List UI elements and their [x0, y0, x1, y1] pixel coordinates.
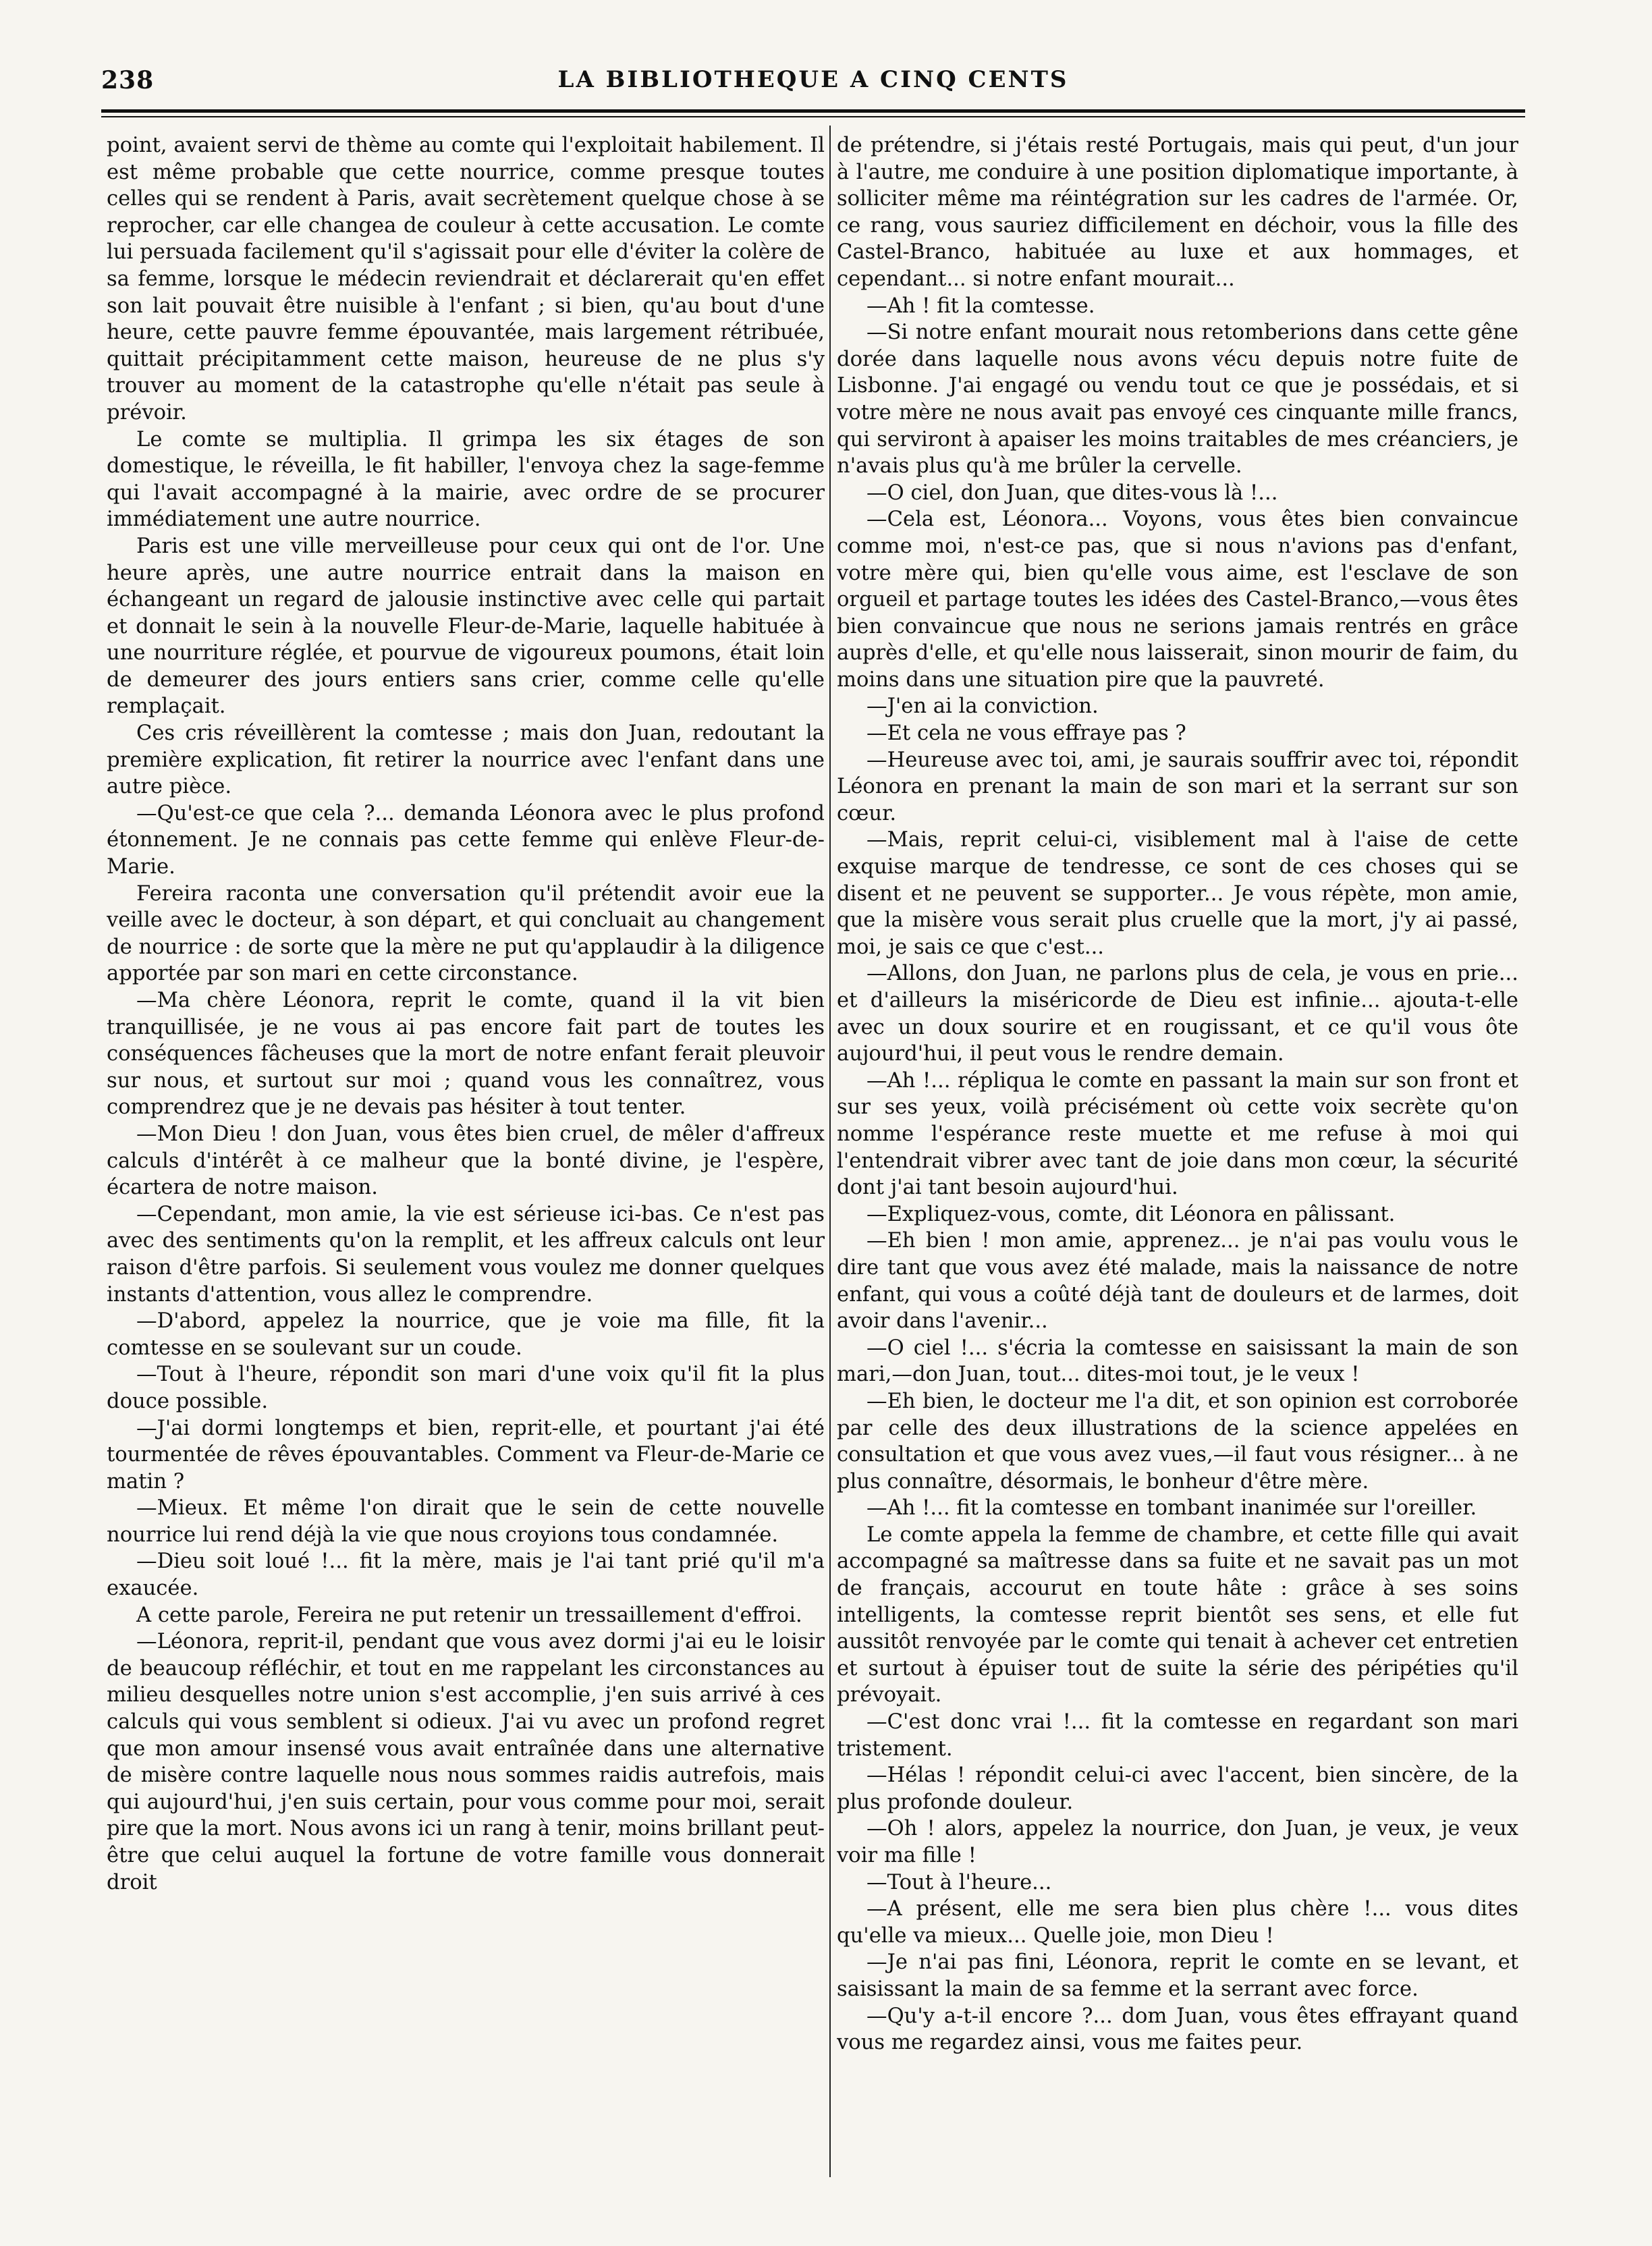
paragraph: —J'en ai la conviction.: [866, 694, 1099, 719]
paragraph: —C'est donc vrai !... fit la comtesse en regardant son mari tristement.: [837, 1710, 1518, 1761]
paragraph: A cette parole, Fereira ne put retenir un tressaillement d'effroi.: [136, 1603, 802, 1627]
paragraph: —Mon Dieu ! don Juan, vous êtes bien cruel, de mêler d'affreux calculs d'intérêt à ce malheur que la bonté divine, je l'espère, écartera de notre maison.: [107, 1122, 825, 1200]
paragraph: —D'abord, appelez la nourrice, que je voie ma fille, fit la comtesse en se soulevant sur un coude.: [107, 1309, 825, 1360]
paragraph: —Tout à l'heure...: [866, 1870, 1052, 1894]
paragraph: —Ah ! fit la comtesse.: [866, 294, 1095, 318]
page-header: [101, 66, 1525, 107]
paragraph: —Eh bien, le docteur me l'a dit, et son opinion est corroborée par celle des deux illustrations de la science appelées en consultation et que vous avez vues,—il faut vous résigner... à ne plus connaître, désormais, le bonheur d'être mère.: [837, 1389, 1518, 1494]
paragraph: —Hélas ! répondit celui-ci avec l'accent, bien sincère, de la plus profonde douleur.: [837, 1763, 1518, 1814]
paragraph: —Ma chère Léonora, reprit le comte, quand il la vit bien tranquillisée, je ne vous ai pas encore fait part de toutes les conséquences fâcheuses que la mort de notre enfant ferait pleuvoir sur nous, et surtout sur moi ; quand vous les connaîtrez, vous comprendrez que je ne devais pas hésiter à tout tenter.: [107, 989, 825, 1120]
paragraph: —Allons, don Juan, ne parlons plus de cela, je vous en prie... et d'ailleurs la miséricorde de Dieu est infinie... ajouta-t-elle avec un doux sourire et en rougissant, et ce qu'il vous ôte aujourd'hui, il peut vous le rendre demain.: [837, 962, 1518, 1066]
paragraph: —Si notre enfant mourait nous retomberions dans cette gêne dorée dans laquelle nous avons vécu depuis notre fuite de Lisbonne. J'ai engagé ou vendu tout ce que je possédais, et si votre mère ne nous avait pas envoyé ces cinquante mille francs, qui serviront à apaiser les moins traitables de mes créanciers, je n'avais plus qu'à me brûler la cervelle.: [837, 321, 1518, 478]
running-title: LA BIBLIOTHEQUE A CINQ CENTS: [557, 66, 1069, 93]
paragraph: —Mieux. Et même l'on dirait que le sein de cette nouvelle nourrice lui rend déjà la vie que nous croyions tous condamnée.: [107, 1496, 825, 1547]
paragraph: Fereira raconta une conversation qu'il prétendit avoir eue la veille avec le docteur, à son départ, et qui concluait au changement de nourrice : de sorte que la mère ne put qu'applaudir à la diligence apportée par son mari en cette circonstance.: [107, 881, 825, 986]
header-rule-thin: [101, 116, 1525, 117]
paragraph: —O ciel !... s'écria la comtesse en saisissant la main de son mari,—don Juan, tout... dites-moi tout, je le veux !: [837, 1336, 1518, 1387]
paragraph: —Qu'y a-t-il encore ?... dom Juan, vous êtes effrayant quand vous me regardez ainsi, vous me faites peur.: [837, 2004, 1518, 2055]
paragraph: Le comte se multiplia. Il grimpa les six étages de son domestique, le réveilla, le fit habiller, l'envoya chez la sage-femme qui l'avait accompagné à la mairie, avec ordre de se procurer immédiatement une autre nourrice.: [107, 427, 825, 532]
paragraph: —Et cela ne vous effraye pas ?: [866, 721, 1186, 746]
paragraph: —Cela est, Léonora... Voyons, vous êtes bien convaincue comme moi, n'est-ce pas, que si nous n'avions pas d'enfant, votre mère qui, bien qu'elle vous aime, est l'esclave de son orgueil et partage toutes les idées des Castel-Branco,—vous êtes bien convaincue que nous ne serions jamais rentrés en grâce auprès d'elle, et qu'elle nous laisserait, sinon mourir de faim, du moins dans une situation pire que la pauvreté.: [837, 508, 1518, 692]
paragraph: —Léonora, reprit-il, pendant que vous avez dormi j'ai eu le loisir de beaucoup réfléchir, et tout en me rappelant les circonstances au milieu desquelles notre union s'est accomplie, j'en suis arrivé à ces calculs qui vous semblent si odieux. J'ai vu avec un profond regret que mon amour insensé vous avait entraînée dans une alternative de misère contre laquelle nous nous sommes raidis autrefois, mais qui aujourd'hui, j'en suis certain, pour vous comme pour moi, serait pire que la mort. Nous avons ici un rang à tenir, moins brillant peut-être que celui auquel la fortune de votre famille vous donnerait droit: [107, 1630, 825, 1894]
paragraph: —A présent, elle me sera bien plus chère !... vous dites qu'elle va mieux... Quelle joie, mon Dieu !: [837, 1897, 1518, 1948]
page-number: 238: [101, 66, 155, 94]
paragraph: —Expliquez-vous, comte, dit Léonora en pâlissant.: [866, 1202, 1396, 1226]
column-divider: [829, 126, 831, 2177]
paragraph: de prétendre, si j'étais resté Portugais, mais qui peut, d'un jour à l'autre, me conduire à une position diplomatique importante, à solliciter même ma réintégration sur les cadres de l'armée. Or, ce rang, vous sauriez difficilement en déchoir, vous la fille des Castel-Branco, habituée au luxe et aux hommages, et cependant... si notre enfant mourait...: [837, 134, 1518, 291]
left-column: [107, 132, 825, 2164]
header-rule: [101, 109, 1525, 113]
paragraph: Paris est une ville merveilleuse pour ceux qui ont de l'or. Une heure après, une autre nourrice entrait dans la maison en échangeant un regard de jalousie instinctive avec celle qui partait et donnait le sein à la nouvelle Fleur-de-Marie, laquelle habituée à une nourriture réglée, et pourvue de vigoureux poumons, était loin de demeurer des jours entiers sans crier, comme celle qu'elle remplaçait.: [107, 534, 825, 719]
paragraph: —Tout à l'heure, répondit son mari d'une voix qu'il fit la plus douce possible.: [107, 1363, 825, 1413]
paragraph: —Ah !... répliqua le comte en passant la main sur son front et sur ses yeux, voilà précisément où cette voix secrète qu'on nomme l'espérance reste muette et me refuse à moi qui l'entendrait vibrer avec tant de joie dans mon cœur, la sécurité dont j'ai tant besoin aujourd'hui.: [837, 1068, 1518, 1200]
paragraph: —Cependant, mon amie, la vie est sérieuse ici-bas. Ce n'est pas avec des sentiments qu'on la remplit, et les affreux calculs ont leur raison d'être parfois. Si seulement vous voulez me donner quelques instants d'attention, vous allez le comprendre.: [107, 1202, 825, 1307]
paragraph: —Ah !... fit la comtesse en tombant inanimée sur l'oreiller.: [866, 1496, 1477, 1521]
paragraph: point, avaient servi de thème au comte qui l'exploitait habilement. Il est même probable que cette nourrice, comme presque toutes celles qui se rendent à Paris, avait secrètement quelque chose à se reprocher, car elle changea de couleur à cette accusation. Le comte lui persuada facilement qu'il s'agissait pour elle d'éviter la colère de sa femme, lorsque le médecin reviendrait et déclarerait qu'en effet son lait pouvait être nuisible à l'enfant ; si bien, qu'au bout d'une heure, cette pauvre femme épouvantée, mais largement rétribuée, quittait précipitamment cette maison, heureuse de ne plus s'y trouver au moment de la catastrophe qu'elle n'était pas seule à prévoir.: [107, 134, 825, 424]
paragraph: —J'ai dormi longtemps et bien, reprit-elle, et pourtant j'ai été tourmentée de rêves épouvantables. Comment va Fleur-de-Marie ce matin ?: [107, 1416, 825, 1494]
paragraph: —Mais, reprit celui-ci, visiblement mal à l'aise de cette exquise marque de tendresse, ce sont de ces choses qui se disent et ne peuvent se supporter... Je vous répète, mon amie, que la misère vous serait plus cruelle que la mort, j'y ai passé, moi, je sais ce que c'est...: [837, 828, 1518, 959]
paragraph: —Oh ! alors, appelez la nourrice, don Juan, je veux, je veux voir ma fille !: [837, 1817, 1518, 1867]
paragraph: —O ciel, don Juan, que dites-vous là !...: [866, 481, 1278, 505]
paragraph: —Qu'est-ce que cela ?... demanda Léonora avec le plus profond étonnement. Je ne connais pas cette femme qui enlève Fleur-de-Marie.: [107, 801, 825, 879]
paragraph: —Eh bien ! mon amie, apprenez... je n'ai pas voulu vous le dire tant que vous avez été malade, mais la naissance de notre enfant, qui vous a coûté déjà tant de douleurs et de larmes, doit avoir dans l'avenir...: [837, 1229, 1518, 1334]
right-column: [837, 132, 1518, 2164]
paragraph: —Heureuse avec toi, ami, je saurais souffrir avec toi, répondit Léonora en prenant la main de son mari et la serrant sur son cœur.: [837, 748, 1518, 825]
paragraph: —Je n'ai pas fini, Léonora, reprit le comte en se levant, et saisissant la main de sa femme et la serrant avec force.: [837, 1950, 1518, 2001]
paragraph: —Dieu soit loué !... fit la mère, mais je l'ai tant prié qu'il m'a exaucée.: [107, 1550, 825, 1601]
paragraph: Ces cris réveillèrent la comtesse ; mais don Juan, redoutant la première explication, fit retirer la nourrice avec l'enfant dans une autre pièce.: [107, 721, 825, 799]
paragraph: Le comte appela la femme de chambre, et cette fille qui avait accompagné sa maîtresse dans sa fuite et ne savait pas un mot de français, accourut en toute hâte : grâce à ses soins intelligents, la comtesse reprit bientôt ses sens, et elle fut aussitôt renvoyée par le comte qui tenait à achever cet entretien et surtout à épuiser tout de suite la série des péripéties qu'il prévoyait.: [837, 1523, 1518, 1707]
